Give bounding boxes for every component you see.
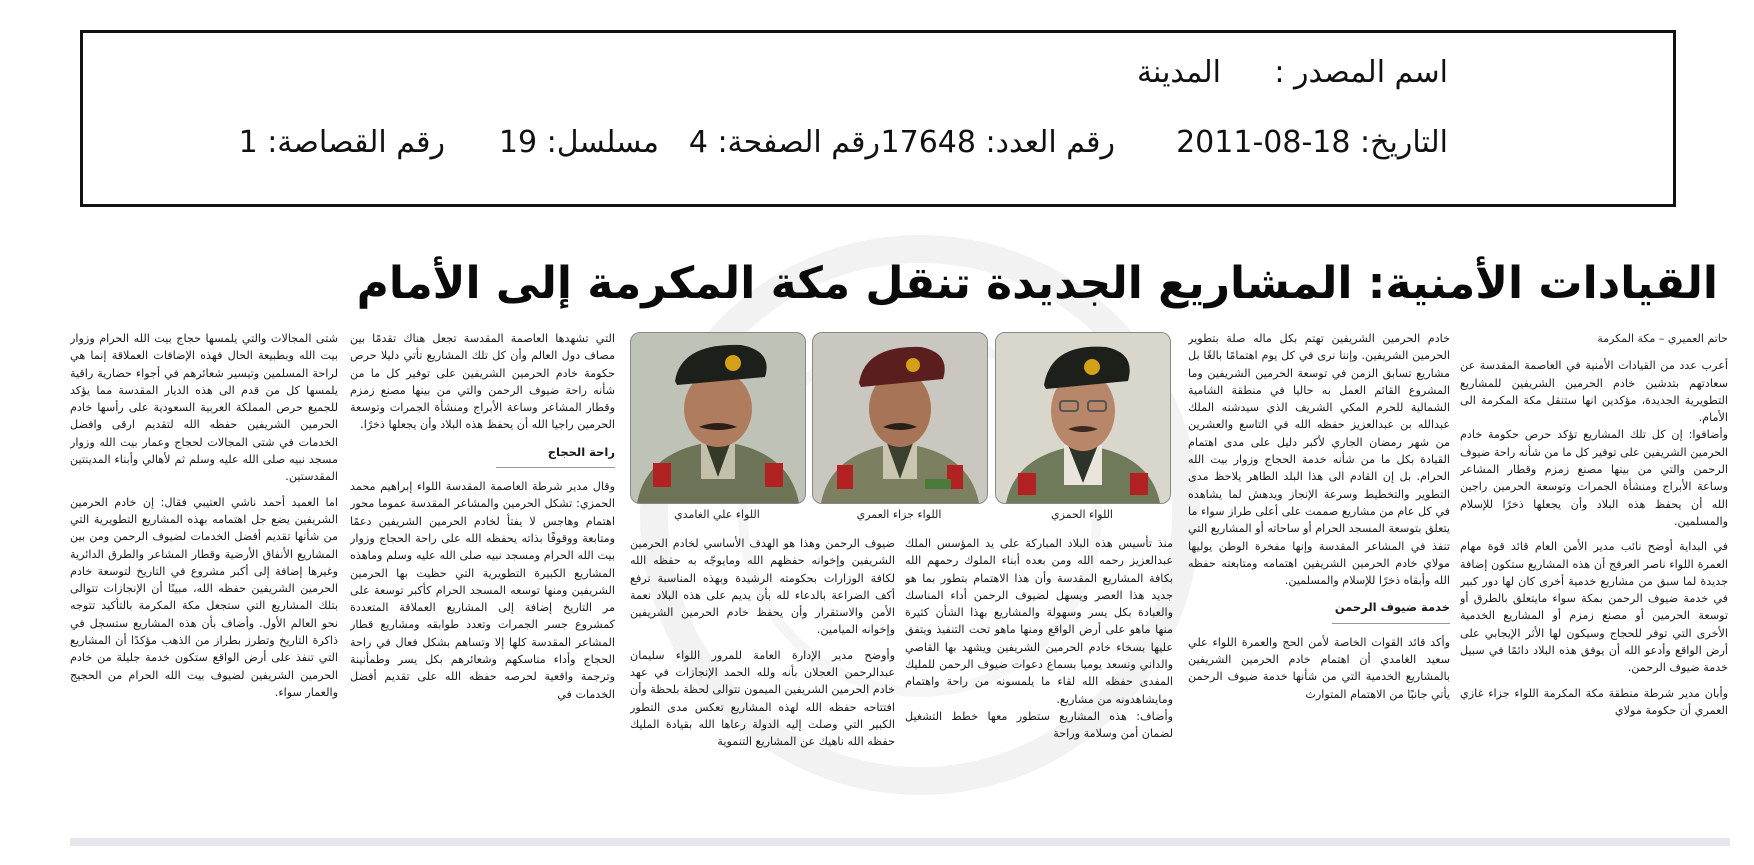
issue-label: رقم العدد: 17648 xyxy=(880,125,1115,160)
paragraph: التي تشهدها العاصمة المقدسة تجعل هناك تقدمًا بين مصاف دول العالم وأن كل تلك المشاريع تأتي دليلا حرص حكومة خادم الحرمين الشريفين على توفير كل ما من شأنه راحة ضيوف الرحمن والتي من بينها مصنع زمزم وقطار المشاعر وساعة الأبراج ومنشأة الجمرات وتوسعة الحرمين راجيا الله أن يحفظ هذه البلاد وأن يجعلها ذخرًا. xyxy=(350,332,615,432)
portrait-officer-1 xyxy=(996,333,1170,503)
paragraph: أعرب عدد من القيادات الأمنية في العاصمة المقدسة عن سعادتهم بتدشين خادم الحرمين الشريفين للمشاريع التطويرية الجديدة، مؤكدين انها ستنقل مكة المكرمة الى الأمام. xyxy=(1460,359,1728,425)
clipping-header xyxy=(80,30,1676,207)
paragraph: وأضاف: هذه المشاريع ستطور معها خطط التشغيل لضمان أمن وسلامة وراحة xyxy=(905,709,1173,741)
paragraph: اما العميد أحمد ناشي العتيبي فقال: إن خادم الحرمين الشريفين يضع جل اهتمامه بهذه المشاريع التطويرية التي من شأنها تقديم أفضل الخدمات لضيوف الرحمن ومن بين المشاريع الأنفاق الأرضية وقطار المشاعر والطرق الدائرية وغيرها إضافة إلى أكبر مشروع في التاريخ لتوسعة خادم الحرمين الشريفين حفظه الله، مبينًا أن الإنجازات تتوالى بتلك المشاريع التي ستجعل مكة المكرمة بالتأكيد تتوجه نحو العالم الأول. وأضاف بأن هذه المشاريع ستسجل في ذاكرة التاريخ وتطرز بطراز من الذهب مؤكدًا أن المشاريع التي تنفذ على أرض الواقع ستكون خدمة جليلة من خادم الحرمين الشريفين لضيوف بيت الله الحرام من الحجيج والعمار سواء. xyxy=(70,495,338,699)
subhead-guests: خدمة ضيوف الرحمن xyxy=(1332,599,1450,623)
article-column-6 xyxy=(70,330,338,830)
photo-alamri xyxy=(812,332,988,504)
article-column-5 xyxy=(350,330,615,830)
article-byline: حاتم العميري – مكة المكرمة xyxy=(1597,332,1728,345)
page-label: رقم الصفحة: 4 xyxy=(688,125,880,160)
bottom-band xyxy=(70,838,1730,846)
article-column-3 xyxy=(905,535,1173,825)
photo-alhamzi xyxy=(995,332,1171,504)
paragraph: وأبان مدير شرطة منطقة مكة المكرمة اللواء جزاء غازي العمري أن حكومة مولاي xyxy=(1460,686,1728,717)
paragraph: ضيوف الرحمن وهذا هو الهدف الأساسي لخادم الحرمين الشريفين وإخوانه حفظهم الله ومايوجّه به حفظه الله لكافة الوزارات بحكومته الرشيدة وبهذه المناسبة نرفع أكف الضراعة بالدعاء لله بأن يديم على هذه البلاد نعمة الأمن والاستقرار وأن يحفظ خادم الحرمين الشريفين وإخوانه الميامين. xyxy=(630,537,895,637)
portrait-officer-3 xyxy=(631,333,805,503)
article-column-2 xyxy=(1188,330,1450,830)
source-value: المدينة xyxy=(1136,55,1221,90)
paragraph: وقال مدير شرطة العاصمة المقدسة اللواء إبراهيم محمد الحمزي: تشكل الحرمين والمشاعر المقدسة عموما محور اهتمام وهاجس لا يفتأ لخادم الحرمين الشريفين دعمًا ومتابعة ووقوفًا بذاته يحفظه الله على راحة الحجاج وزوار بيت الله الحرام ومسجد نبيه صلى الله عليه وسلم وماهذه المشاريع الكبيرة التطويرية التي حظيت بها الحرمين الشريفين ومنها توسعه المسجد الحرام كأكبر توسعة على مر التاريخ إضافة إلى المشاريع العملاقة المتعددة كمشروع جسر الجمرات وتعدد طوابقه ومشاريع قطار المشاعر المقدسة كلها إلا وتساهم بشكل فعال في راحة الحجاج وأداء مناسكهم وشعائرهم بكل يسر وطمأنينة وترجمة واقعية لحرصه حفظه الله على تقديم أفضل الخدمات في xyxy=(350,480,615,701)
subhead-pilgrims: راحة الحجاج xyxy=(496,444,615,468)
paragraph: منذ تأسيس هذه البلاد المباركة على يد المؤسس الملك عبدالعزيز رحمه الله ومن بعده أبناء الملوك رحمهم الله بكافة المشاريع المقدسة وأن هذا الاهتمام بتطور بما هو جديد هذا العصر ويسهل لضيوف الرحمن أداء المناسك والعبادة بكل يسر وسهولة والمشاريع بهذا الشأن كثيرة منها ماهو على أرض الواقع ومنها ماهو تحت التنفيذ ويتفق عليها بسخاء خادم الحرمين الشريفين ويشهد بها القاصي والداني ونسعد يوميا بسماع دعوات ضيوف الرحمن للمليك المفدى حفظه الله لقاء ما يلمسونه من راحة واهتمام ومايشاهدونه من مشاريع. xyxy=(905,537,1173,706)
source-label: اسم المصدر : xyxy=(1274,55,1448,90)
paragraph: وأضافوا: إن كل تلك المشاريع تؤكد حرص حكومة خادم الحرمين الشريفين على توفير كل ما من شأنه راحة ضيوف الرحمن والتي من بينها مصنع زمزم وقطار المشاعر وساعة الأبراج ومنشأة الجمرات وتوسعة الحرمين راجين الله أن يحفظ هذه البلاد وأن يجعلها ذخرًا للإسلام والمسلمين. xyxy=(1460,428,1728,528)
paragraph: وأكد قائد القوات الخاصة لأمن الحج والعمرة اللواء علي سعيد الغامدي أن اهتمام خادم الحرمين الشريفين بالمشاريع الخدمية التي من شأنها خدمة ضيوف الرحمن يأتي جانبًا من الاهتمام المتوارث xyxy=(1188,635,1450,701)
paragraph: شتى المجالات والتي يلمسها حجاج بيت الله الحرام وزوار بيت الله وبطبيعة الحال فهذه الإضافات العملاقة إنما هي لراحة المسلمين وتيسير شعائرهم في أجواء حضارية راقية يلمسها كل من قدم الى هذه الديار المقدسة مما يؤكد للجميع حرص المملكة العربية السعودية على رأسها خادم الحرمين الشريفين حفظه الله لتقديم ارقى وافضل الخدمات في شتى المجالات لحجاج وعمار بيت الله وزوار مسجد نبيه صلى الله عليه وسلم ثم لأهالي وأبناء المدينتين المقدستين. xyxy=(70,332,338,484)
portrait-officer-2 xyxy=(813,333,987,503)
clip-label: رقم القصاصة: 1 xyxy=(238,125,445,160)
paragraph: وأوضح مدير الإدارة العامة للمرور اللواء سليمان عبدالرحمن العجلان بأنه ولله الحمد الإنجازات في عهد خادم الحرمين الشريفين الميمون تتوالى لحظة بلحظة وأن افتتاحه حفظه الله لهذه المشاريع تعكس مدى التطور الكبير التي وصلت إليه الدولة رعاها الله بقيادة المليك حفظه الله ناهيك عن المشاريع التنموية xyxy=(630,648,895,749)
paragraph: خادم الحرمين الشريفين تهتم بكل ماله صلة بتطوير الحرمين الشريفين. وإننا نرى في كل يوم اهتمامًا بالغًا بل مشاريع تسابق الزمن في توسعة الحرمين الشريفين وما المشروع القائم العمل به حاليا في منطقة الشامية الشمالية للحرم المكي الشريف الذي سيدشنه الملك عبدالله بن عبدالعزيز حفظه الله في التاسع والعشرين من شهر رمضان الجاري لأكبر دليل على مدى اهتمام القيادة بكل ما من شأنه خدمة الحجاج وزوار بيت الله الحرام. بل إن القادم الى هذا البلد الطاهر يلاحظ مدى التطوير والتخطيط وسرعة الإنجاز ويدهش لما يشاهده في كل عام من مشاريع صممت على أعلى طراز سواء ما يتعلق بتوسعة المسجد الحرام أو ساحاته أو المشاريع التي تنفذ في المشاعر المقدسة وإنها مفخرة الوطن يوليها مولاي خادم الحرمين الشريفين اهتمامه ومتابعته حفظه الله وأبقاه ذخرًا للإسلام والمسلمين. xyxy=(1188,332,1450,588)
date-label: التاريخ: 18-08-2011 xyxy=(1176,125,1448,160)
article-headline: القيادات الأمنية: المشاريع الجديدة تنقل مكة المكرمة إلى الأمام xyxy=(356,258,1718,309)
article-column-1 xyxy=(1460,330,1728,830)
photo-caption: اللواء الحمزي xyxy=(1050,508,1113,521)
photo-alghamdi xyxy=(630,332,806,504)
article-column-4 xyxy=(630,535,895,825)
paragraph: في البداية أوضح نائب مدير الأمن العام قائد قوة مهام العمرة اللواء ناصر العرفج أن هذه المشاريع ستكون إضافة جديدة لما سبق من مشاريع خدمية أخرى كان لها دور كبير في خدمة ضيوف الرحمن بمكة سواء مايتعلق بالطرق أو توسعة الحرمين أو مصنع زمزم أو المشاريع الخدمية الأخرى التي توفر للحجاج وسيكون لها الأثر الإيجابي على أرض الواقع وأدعو الله أن يوفق هذه البلاد دائمًا في سبيل خدمة ضيوف الرحمن. xyxy=(1460,540,1728,675)
photo-caption: اللواء جزاء العمري xyxy=(856,508,942,521)
serial-label: مسلسل: 19 xyxy=(498,125,659,160)
photo-caption: اللواء علي الغامدي xyxy=(674,508,760,521)
